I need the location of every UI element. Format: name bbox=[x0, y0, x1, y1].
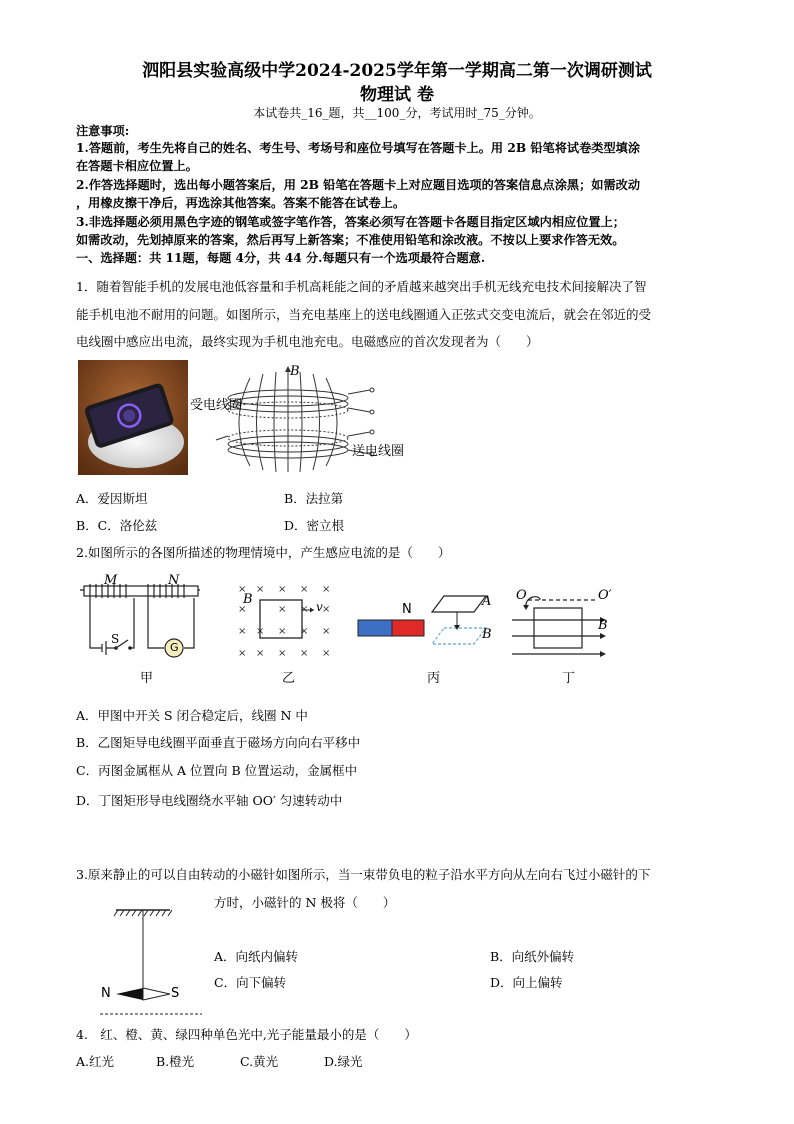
fig-jia-label-m: M bbox=[104, 573, 118, 588]
svg-text:×: × bbox=[300, 626, 309, 637]
q1-line3: 电线圈中感应出电流，最终实现为手机电池充电。电磁感应的首次发现者为（ ） bbox=[76, 334, 539, 349]
q2-option-c: C．丙图金属框从 A 位置向 B 位置运动，金属框中 bbox=[76, 763, 358, 778]
q4-option-c: C.黄光 bbox=[240, 1054, 279, 1069]
q1-option-b: B．法拉第 bbox=[284, 491, 344, 506]
q3-option-c: C．向下偏转 bbox=[214, 975, 287, 990]
svg-text:×: × bbox=[278, 604, 287, 615]
caption-jia: 甲 bbox=[140, 671, 154, 686]
notes-heading: 注意事项: bbox=[76, 124, 130, 138]
q3-option-a: A．向纸内偏转 bbox=[214, 949, 299, 964]
q1-fig-label-b: B bbox=[290, 364, 300, 379]
svg-text:×: × bbox=[322, 626, 331, 637]
note-3b: 如需改动，先划掉原来的答案，然后再写上新答案；不准使用铅笔和涂改液。不按以上要求作答无效。 bbox=[76, 233, 625, 247]
q4-stem: 4. 红、橙、黄、绿四种单色光中,光子能量最小的是（ ） bbox=[76, 1027, 417, 1042]
svg-text:×: × bbox=[300, 648, 309, 659]
svg-text:×: × bbox=[278, 584, 287, 595]
svg-text:×: × bbox=[238, 584, 247, 595]
q1-option-c: B．C．洛伦兹 bbox=[76, 518, 158, 533]
note-3a: 3.非选择题必须用黑色字迹的钢笔或签字笔作答，答案必须写在答题卡各题目指定区域内相应位置上； bbox=[76, 215, 625, 229]
fig-jia-label-g: G bbox=[170, 641, 179, 654]
q3-line1: 3.原来静止的可以自由转动的小磁针如图所示，当一束带负电的粒子沿水平方向从左向右飞过小磁针的下 bbox=[76, 867, 651, 882]
note-1a: 1.答题前，考生先将自己的姓名、考生号、考场号和座位号填写在答题卡上。用 2B 铅笔将试卷类型填涂 bbox=[76, 141, 641, 155]
q3-option-b: B．向纸外偏转 bbox=[490, 949, 575, 964]
section-heading: 一、选择题：共 11题，每题 4分，共 44 分.每题只有一个选项最符合题意. bbox=[76, 251, 486, 265]
fig-bing-label-n: N bbox=[402, 602, 412, 617]
svg-text:×: × bbox=[322, 584, 331, 595]
compass-label-s: S bbox=[171, 986, 180, 1001]
fig-bing-label-b: B bbox=[482, 627, 492, 642]
q1-fig-label-receive: 受电线圈 bbox=[190, 398, 243, 413]
svg-text:×: × bbox=[300, 604, 309, 615]
q1-fig-label-send: 送电线圈 bbox=[352, 444, 405, 459]
fig-ding-label-oprime: O′ bbox=[598, 588, 612, 603]
q1-line1: 1．随着智能手机的发展电池低容量和手机高耗能之间的矛盾越来越突出手机无线充电技术间接解决了智 bbox=[76, 279, 647, 294]
svg-text:×: × bbox=[300, 584, 309, 595]
svg-text:×: × bbox=[278, 648, 287, 659]
caption-ding: 丁 bbox=[562, 671, 576, 686]
q1-option-a: A．爱因斯坦 bbox=[76, 491, 148, 506]
caption-bing: 丙 bbox=[427, 671, 441, 686]
svg-text:×: × bbox=[238, 648, 247, 659]
fig-jia-label-s: S bbox=[111, 632, 120, 646]
fig-ding-label-b: B bbox=[598, 618, 608, 633]
svg-text:×: × bbox=[278, 626, 287, 637]
compass-needle-figure bbox=[96, 904, 216, 1016]
q2-option-b: B．乙图矩导电线圈平面垂直于磁场方向向右平移中 bbox=[76, 735, 361, 750]
exam-title: 泗阳县实验高级中学2024-2025学年第一学期高二第一次调研测试 bbox=[142, 61, 652, 81]
figure-bing bbox=[356, 590, 496, 652]
svg-text:×: × bbox=[322, 604, 331, 615]
svg-text:×: × bbox=[256, 626, 265, 637]
fig-yi-label-v: v bbox=[316, 600, 323, 614]
q3-line2: 方时，小磁针的 N 极将（ ） bbox=[214, 895, 396, 910]
svg-text:×: × bbox=[256, 584, 265, 595]
q1-option-d: D．密立根 bbox=[284, 518, 345, 533]
fig-jia-label-n: N bbox=[168, 573, 180, 588]
note-2a: 2.作答选择题时，选出每小题答案后，用 2B 铅笔在答题卡上对应题目选项的答案信息点涂黑；如需改动 bbox=[76, 178, 641, 192]
svg-text:×: × bbox=[238, 626, 247, 637]
coil-diagram bbox=[188, 360, 418, 480]
figure-jia bbox=[76, 578, 206, 660]
fig-bing-label-a: A bbox=[482, 594, 492, 609]
exam-info: 本试卷共_16_题，共__100_分，考试用时_75_分钟。 bbox=[253, 106, 541, 120]
q2-stem: 2.如图所示的各图所描述的物理情境中，产生感应电流的是（ ） bbox=[76, 545, 451, 560]
caption-yi: 乙 bbox=[282, 671, 296, 686]
fig-ding-label-o: O bbox=[516, 588, 527, 603]
note-2b: ，用橡皮擦干净后，再选涂其他答案。答案不能答在试卷上。 bbox=[76, 196, 406, 210]
svg-text:×: × bbox=[256, 648, 265, 659]
phone-charger-photo bbox=[78, 360, 188, 475]
svg-text:×: × bbox=[322, 648, 331, 659]
svg-text:×: × bbox=[238, 604, 247, 615]
note-1b: 在答题卡相应位置上。 bbox=[76, 159, 198, 173]
q2-option-a: A．甲图中开关 S 闭合稳定后，线圈 N 中 bbox=[76, 708, 308, 723]
q4-option-d: D.绿光 bbox=[324, 1054, 363, 1069]
exam-subtitle: 物理试 卷 bbox=[360, 85, 434, 105]
compass-label-n: N bbox=[101, 986, 111, 1001]
q4-option-a: A.红光 bbox=[76, 1054, 115, 1069]
q1-line2: 能手机电池不耐用的问题。如图所示，当充电基座上的送电线圈通入正弦式交变电流后，就会在邻近的受 bbox=[76, 307, 652, 322]
q4-option-b: B.橙光 bbox=[156, 1054, 195, 1069]
q3-option-d: D．向上偏转 bbox=[490, 975, 563, 990]
q2-option-d: D．丁图矩形导电线圈绕水平轴 OO′ 匀速转动中 bbox=[76, 793, 343, 808]
fig-yi-label-b: B bbox=[243, 592, 253, 607]
